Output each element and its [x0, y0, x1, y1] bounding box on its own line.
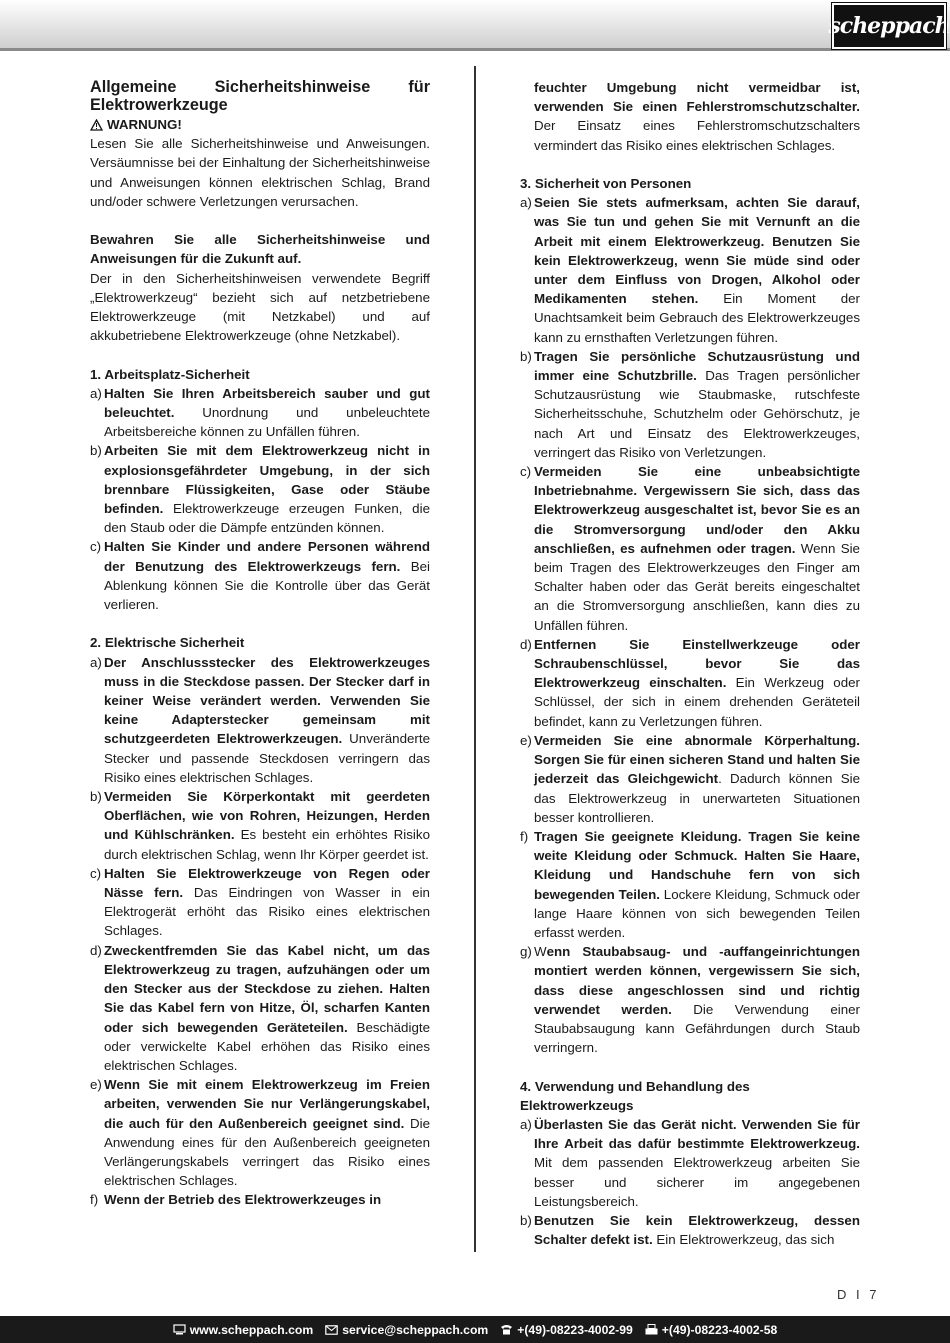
- warning-triangle-icon: [90, 119, 103, 131]
- footer-fax[interactable]: +(49)-08223-4002-58: [645, 1323, 778, 1337]
- list-item: a) Halten Sie Ihren Arbeitsbereich sauber und gut beleuchtet. Unordnung und unbeleuchtete Arbeitsbereiche können zu Unfällen führen.: [90, 385, 430, 440]
- footer-bar: [0, 1316, 950, 1343]
- list-item: e) Wenn Sie mit einem Elektrowerkzeug im Freien arbeiten, verwenden Sie nur Verlängerungskabel, die auch für den Außenbereich geeignet sind. Die Anwendung eines für den Außenbereich geeigneten Verlängerungskabels verringert das Risiko eines elektrischen Schlages.: [90, 1077, 430, 1189]
- list-item: a) Überlasten Sie das Gerät nicht. Verwenden Sie für Ihre Arbeit das dafür bestimmte Elektrowerkzeug. Mit dem passenden Elektrowerkzeug arbeiten Sie besser und sicherer im angegebenen Leistungsbereich.: [520, 1116, 860, 1209]
- list-item: a) Seien Sie stets aufmerksam, achten Sie darauf, was Sie tun und gehen Sie mit Vernunft an die Arbeit mit einem Elektrowerkzeug. Benutzen Sie kein Elektrowerkzeug, wenn Sie müde sind oder unter dem Einfluss von Drogen, Alkohol oder Medikamenten stehen. Ein Moment der Unachtsamkeit beim Gebrauch des Elektrowerkzeuges kann zu ernsthaften Verletzungen führen.: [520, 195, 860, 345]
- list-item: d) Entfernen Sie Einstellwerkzeuge oder Schraubenschlüssel, bevor Sie das Elektrowerkzeug einschalten. Ein Werkzeug oder Schlüssel, der sich in einem drehenden Geräteteil befindet, kann zu Verletzungen führen.: [520, 636, 860, 729]
- warning-heading: WARNUNG!: [90, 115, 430, 134]
- list-item: f) Wenn der Betrieb des Elektrowerkzeuges in: [90, 1192, 382, 1208]
- left-column: [90, 78, 430, 1210]
- list-item: g) Wenn Staubabsaug- und -auffangeinrichtungen montiert werden können, vergewissern Sie sich, dass diese angeschlossen sind und richtig verwendet werden. Die Verwendung einer Staubabsaugung kann Gefährdungen durch Staub verringern.: [520, 944, 860, 1056]
- list-item: b) Benutzen Sie kein Elektrowerkzeug, dessen Schalter defekt ist. Ein Elektrowerkzeug, das sich: [520, 1212, 860, 1248]
- computer-icon: [173, 1324, 186, 1335]
- fax-icon: [645, 1324, 658, 1335]
- list-item: e) Vermeiden Sie eine abnormale Körperhaltung. Sorgen Sie für einen sicheren Stand und halten Sie jederzeit das Gleichgewicht. Dadurch können Sie das Elektrowerkzeug in unerwarteten Situationen besser kontrollieren.: [520, 732, 860, 825]
- list-item-continued: feuchter Umgebung nicht vermeidbar ist, verwenden Sie einen Fehlerstromschutzschalter. Der Einsatz eines Fehlerstromschutzschalters vermindert das Risiko eines elektrischen Schlages.: [534, 80, 860, 153]
- header-bar: [0, 0, 950, 51]
- section-heading: 4. Verwendung und Behandlung des Elektrowerkzeugs: [520, 1078, 750, 1113]
- list-item: c) Halten Sie Kinder und andere Personen während der Benutzung des Elektrowerkzeugs fern. Bei Ablenkung können Sie die Kontrolle über das Gerät verlieren.: [90, 539, 430, 613]
- section-heading: 2. Elektrische Sicherheit: [90, 635, 245, 651]
- phone-icon: [500, 1324, 513, 1335]
- list-item: b) Arbeiten Sie mit dem Elektrowerkzeug nicht in explosionsgefährdeter Umgebung, in der sich brennbare Flüssigkeiten, Gase oder Stäube befinden. Elektrowerkzeuge erzeugen Funken, die den Staub oder die Dämpfe entzünden können.: [90, 443, 430, 536]
- section-heading: 1. Arbeitsplatz-Sicherheit: [90, 366, 250, 382]
- mail-icon: [325, 1325, 338, 1335]
- list-item: c) Vermeiden Sie eine unbeabsichtigte Inbetriebnahme. Vergewissern Sie sich, dass das Elektrowerkzeug ausgeschaltet ist, bevor Sie es an die Stromversorgung und/oder den Akku anschließen, es aufnehmen oder tragen. Wenn Sie beim Tragen des Elektrowerkzeuges den Finger am Schalter haben oder das Gerät bereits eingeschaltet an die Stromversorgung anschließen, kann dies zu Unfällen führen.: [520, 464, 860, 633]
- footer-phone[interactable]: +(49)-08223-4002-99: [500, 1323, 633, 1337]
- column-divider: [474, 66, 476, 1252]
- list-item: f) Tragen Sie geeignete Kleidung. Tragen Sie keine weite Kleidung oder Schmuck. Halten Sie Haare, Kleidung und Handschuhe fern von sich bewegenden Teilen. Lockere Kleidung, Schmuck oder lange Haare können von sich bewegenden Teilen erfasst werden.: [520, 828, 860, 940]
- list-item: b) Vermeiden Sie Körperkontakt mit geerdeten Oberflächen, wie von Rohren, Heizungen, Herden und Kühlschränken. Es besteht ein erhöhtes Risiko durch elektrischen Schlag, wenn Ihr Körper geerdet ist.: [90, 789, 430, 862]
- footer-mail[interactable]: service@scheppach.com: [325, 1323, 488, 1337]
- list-item: c) Halten Sie Elektrowerkzeuge von Regen oder Nässe fern. Das Eindringen von Wasser in ein Elektrogerät erhöht das Risiko eines elektrischen Schlages.: [90, 865, 430, 939]
- page-title: Allgemeine Sicherheitshinweise für Elektrowerkzeuge: [90, 78, 430, 114]
- intro-text: Lesen Sie alle Sicherheitshinweise und Anweisungen. Versäumnisse bei der Einhaltung der Sicherheitshinweise und Anweisungen können elektrischen Schlag, Brand und/oder schwere Verletzungen verursachen.: [90, 136, 430, 209]
- list-item: a) Der Anschlussstecker des Elektrowerkzeuges muss in die Steckdose passen. Der Stecker darf in keiner Weise verändert werden. Verwenden Sie keine Adapterstecker gemeinsam mit schutzgeerdeten Elektrowerkzeugen. Unveränderte Stecker und passende Steckdosen verringern das Risiko eines elektrischen Schlages.: [90, 654, 430, 785]
- footer-web[interactable]: www.scheppach.com: [173, 1323, 314, 1337]
- term-definition: Der in den Sicherheitshinweisen verwendete Begriff „Elektrowerkzeug“ bezieht sich auf netzbetriebene Elektrowerkzeuge (mit Netzkabel) und auf akkubetriebene Elektrowerkzeuge (ohne Netzkabel).: [90, 270, 430, 344]
- brand-logo: scheppach: [832, 3, 946, 49]
- page-number: D I 7: [837, 1287, 880, 1302]
- section-heading: 3. Sicherheit von Personen: [520, 176, 692, 191]
- right-column: [520, 78, 860, 1249]
- keep-instructions: Bewahren Sie alle Sicherheitshinweise und Anweisungen für die Zukunft auf.: [90, 232, 430, 267]
- list-item: b) Tragen Sie persönliche Schutzausrüstung und immer eine Schutzbrille. Das Tragen persönlicher Schutzausrüstung wie Staubmaske, rutschfeste Sicherheitsschuhe, Schutzhelm oder Gehörschutz, je nach Art und Einsatz des Elektrowerkzeuges, verringert das Risiko von Verletzungen.: [520, 348, 860, 460]
- list-item: d) Zweckentfremden Sie das Kabel nicht, um das Elektrowerkzeug zu tragen, aufzuhängen oder um den Stecker aus der Steckdose zu ziehen. Halten Sie das Kabel fern von Hitze, Öl, scharfen Kanten oder sich bewegenden Geräteteilen. Beschädigte oder verwickelte Kabel erhöhen das Risiko eines elektrischen Schlages.: [90, 942, 430, 1073]
